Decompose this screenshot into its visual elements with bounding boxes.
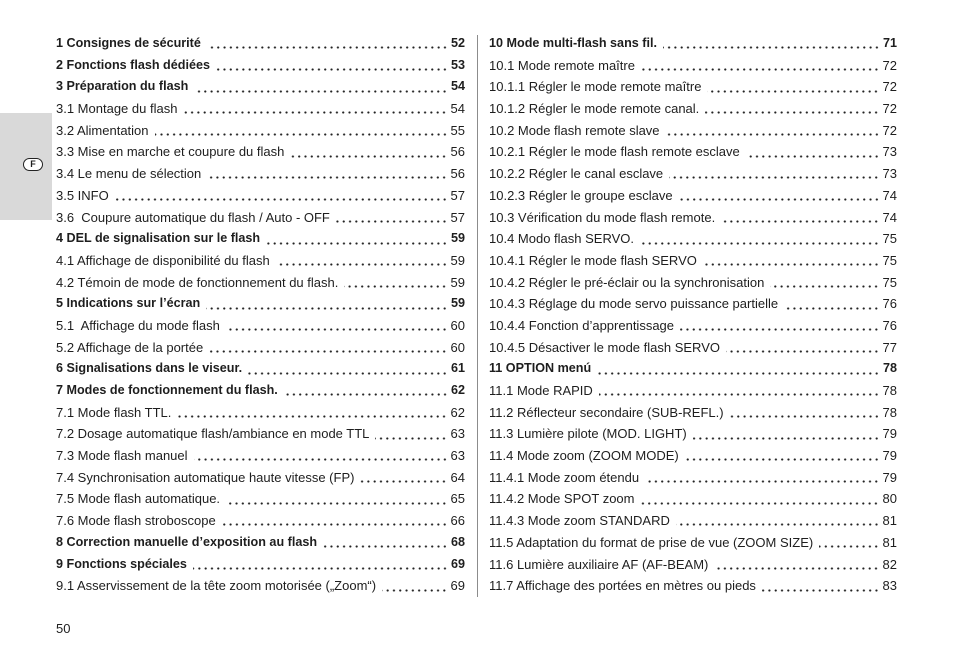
toc-entry-title: 11.4.1 Mode zoom étendu	[489, 469, 640, 485]
toc-section-entry	[56, 185, 465, 207]
toc-entry-page: 74	[882, 187, 897, 203]
toc-entry-title: 10.4.4 Fonction d’apprentissage	[489, 317, 675, 333]
toc-entry-title: 3.1 Montage du flash	[56, 101, 178, 117]
toc-entry-title: 3.4 Le menu de sélection	[56, 166, 202, 182]
toc-entry-title: 10.1.1 Régler le mode remote maître	[489, 79, 702, 95]
toc-entry-title: 11.1 Mode RAPID	[489, 383, 593, 398]
toc-entry-page: 76	[882, 317, 897, 333]
toc-section-entry	[489, 185, 897, 207]
toc-entry-title: 11.4 Mode zoom (ZOOM MODE)	[489, 448, 679, 464]
toc-entry-title: 11.6 Lumière auxiliaire AF (AF-BEAM)	[489, 556, 709, 572]
dot-leader	[266, 242, 448, 245]
language-badge: F	[23, 158, 43, 171]
toc-entry-title: 9 Fonctions spéciales	[56, 556, 187, 571]
toc-entry-title: 11.7 Affichage des portées en mètres ou pieds	[489, 578, 756, 594]
toc-chapter-entry	[56, 76, 465, 98]
dot-leader	[226, 328, 448, 331]
dot-leader	[194, 458, 448, 461]
dot-leader	[599, 393, 880, 396]
dot-leader	[375, 437, 447, 440]
toc-entry-page: 62	[450, 404, 465, 420]
toc-entry-title: 10.2.2 Régler le canal esclave	[489, 166, 664, 182]
toc-entry-title: 3.3 Mise en marche et coupure du flash	[56, 144, 285, 160]
toc-entry-title: 11.5 Adaptation du format de prise de vue (ZOOM SIZE)	[489, 534, 814, 550]
toc-entry-title: 7.3 Mode flash manuel	[56, 448, 188, 464]
toc-entry-title: 10.4.5 Désactiver le mode flash SERVO	[489, 339, 720, 355]
toc-entry-title: 2 Fonctions flash dédiées	[56, 57, 210, 72]
dot-leader	[183, 111, 447, 114]
dot-leader	[177, 415, 447, 418]
toc-chapter-entry	[56, 532, 465, 554]
toc-chapter-entry	[489, 33, 897, 55]
toc-entry-title: 10.4.2 Régler le pré-éclair ou la synchronisation	[489, 274, 765, 290]
dot-leader	[207, 176, 447, 179]
toc-section-entry	[56, 120, 465, 142]
toc-entry-page: 72	[882, 57, 897, 73]
toc-entry-page: 63	[450, 448, 465, 464]
page-number: 50	[56, 621, 71, 636]
toc-section-entry	[489, 163, 897, 185]
dot-leader	[597, 372, 880, 375]
toc-entry-title: 7.5 Mode flash automatique.	[56, 491, 221, 507]
toc-entry-page: 75	[882, 274, 897, 290]
dot-leader	[222, 523, 448, 526]
toc-entry-page: 56	[450, 144, 465, 160]
dot-leader	[284, 393, 448, 396]
toc-entry-title: 5 Indications sur l’écran	[56, 296, 201, 311]
dot-leader	[344, 285, 447, 288]
dot-leader	[194, 90, 448, 93]
toc-entry-page: 78	[882, 383, 897, 398]
toc-entry-title: 4.1 Affichage de disponibilité du flash	[56, 252, 270, 268]
toc-entry-page: 80	[882, 491, 897, 507]
toc-entry-page: 72	[882, 122, 897, 138]
toc-entry-page: 79	[882, 469, 897, 485]
toc-entry-page: 79	[882, 426, 897, 442]
toc-entry-page: 69	[450, 556, 465, 571]
toc-chapter-entry	[56, 554, 465, 576]
toc-chapter-entry	[56, 293, 465, 315]
toc-section-entry	[489, 445, 897, 467]
toc-entry-title: 11.3 Lumière pilote (MOD. LIGHT)	[489, 426, 687, 442]
dot-leader	[676, 523, 880, 526]
toc-entry-page: 63	[450, 426, 465, 442]
toc-section-entry	[56, 467, 465, 489]
dot-leader	[714, 567, 879, 570]
toc-entry-title: 10.2 Mode flash remote slave	[489, 122, 660, 138]
toc-section-entry	[56, 445, 465, 467]
toc-entry-page: 68	[450, 534, 465, 549]
dot-leader	[382, 589, 447, 592]
toc-entry-title: 4 DEL de signalisation sur le flash	[56, 231, 261, 246]
dot-leader	[679, 198, 880, 201]
toc-entry-page: 53	[450, 57, 465, 72]
toc-entry-title: 8 Correction manuelle d’exposition au flash	[56, 534, 318, 549]
dot-leader	[360, 480, 447, 483]
dot-leader	[707, 90, 879, 93]
toc-entry-title: 10.2.1 Régler le mode flash remote esclave	[489, 144, 740, 160]
dot-leader	[726, 350, 880, 353]
toc-entry-page: 60	[450, 317, 465, 333]
dot-leader	[669, 176, 879, 179]
toc-section-entry	[56, 207, 465, 229]
toc-entry-page: 64	[450, 469, 465, 485]
toc-section-entry	[489, 120, 897, 142]
toc-entry-page: 57	[450, 209, 465, 225]
toc-entry-page: 65	[450, 491, 465, 507]
dot-leader	[819, 545, 879, 548]
toc-entry-title: 3 Préparation du flash	[56, 79, 189, 94]
dot-leader	[762, 589, 880, 592]
toc-entry-title: 7.1 Mode flash TTL.	[56, 404, 172, 420]
dot-leader	[206, 307, 448, 310]
toc-entry-page: 83	[882, 578, 897, 594]
toc-entry-page: 74	[882, 209, 897, 225]
toc-entry-page: 56	[450, 166, 465, 182]
toc-entry-page: 52	[450, 36, 465, 50]
toc-entry-page: 73	[882, 166, 897, 182]
toc-entry-page: 78	[882, 361, 897, 376]
toc-entry-title: 6 Signalisations dans le viseur.	[56, 361, 243, 376]
dot-leader	[155, 133, 448, 136]
toc-entry-page: 69	[450, 578, 465, 594]
toc-section-entry	[56, 141, 465, 163]
toc-chapter-entry	[56, 33, 465, 55]
toc-section-entry	[56, 510, 465, 532]
toc-entry-page: 79	[882, 448, 897, 464]
toc-entry-page: 66	[450, 513, 465, 529]
dot-leader	[115, 198, 448, 201]
toc-entry-page: 57	[450, 187, 465, 203]
dot-leader	[641, 68, 880, 71]
toc-entry-page: 77	[882, 339, 897, 355]
toc-section-entry	[489, 207, 897, 229]
toc-chapter-entry	[56, 55, 465, 77]
dot-leader	[640, 502, 879, 505]
toc-entry-title: 11.2 Réflecteur secondaire (SUB-REFL.)	[489, 404, 724, 420]
toc-section-entry	[489, 488, 897, 510]
dot-leader	[323, 545, 448, 548]
toc-entry-title: 11 OPTION menú	[489, 361, 592, 376]
toc-entry-title: 7.2 Dosage automatique flash/ambiance en mode TTL	[56, 426, 370, 442]
toc-section-entry	[56, 402, 465, 424]
toc-section-entry	[56, 272, 465, 294]
toc-entry-title: 3.5 INFO	[56, 187, 109, 203]
language-tab	[0, 113, 52, 220]
dot-leader	[666, 133, 880, 136]
toc-section-entry	[489, 76, 897, 98]
toc-entry-title: 10 Mode multi-flash sans fil.	[489, 36, 657, 50]
toc-section-entry	[489, 293, 897, 315]
toc-section-entry	[489, 250, 897, 272]
toc-entry-title: 10.4.3 Réglage du mode servo puissance partielle	[489, 296, 779, 312]
dot-leader	[216, 68, 448, 71]
toc-section-entry	[489, 554, 897, 576]
dot-leader	[693, 437, 880, 440]
toc-entry-page: 71	[882, 36, 897, 50]
toc-entry-title: 10.4.1 Régler le mode flash SERVO	[489, 252, 697, 268]
toc-section-entry	[489, 141, 897, 163]
toc-entry-page: 82	[882, 556, 897, 572]
toc-section-entry	[489, 575, 897, 597]
toc-entry-page: 61	[450, 361, 465, 376]
dot-leader	[703, 263, 880, 266]
toc-entry-title: 10.1.2 Régler le mode remote canal.	[489, 101, 700, 117]
toc-entry-page: 75	[882, 252, 897, 268]
toc-entry-page: 78	[882, 404, 897, 420]
toc-entry-title: 11.4.3 Mode zoom STANDARD	[489, 513, 670, 529]
toc-section-entry	[489, 337, 897, 359]
toc-section-entry	[489, 272, 897, 294]
toc-section-entry	[56, 337, 465, 359]
dot-leader	[663, 46, 880, 49]
dot-leader	[193, 567, 448, 570]
toc-section-entry	[56, 250, 465, 272]
toc-section-entry	[489, 98, 897, 120]
dot-leader	[226, 502, 447, 505]
toc-entry-page: 60	[450, 339, 465, 355]
toc-chapter-entry	[56, 228, 465, 250]
toc-chapter-entry	[489, 358, 897, 380]
toc-section-entry	[489, 402, 897, 424]
toc-section-entry	[489, 55, 897, 77]
toc-section-entry	[56, 423, 465, 445]
toc-entry-page: 59	[450, 274, 465, 290]
dot-leader	[685, 458, 880, 461]
dot-leader	[209, 350, 447, 353]
toc-section-entry	[489, 315, 897, 337]
toc-entry-page: 59	[450, 296, 465, 311]
toc-entry-title: 3.6 Coupure automatique du flash / Auto - OFF	[56, 209, 330, 225]
toc-section-entry	[489, 532, 897, 554]
dot-leader	[336, 220, 448, 223]
dot-leader	[721, 220, 879, 223]
toc-section-entry	[489, 380, 897, 402]
toc-entry-page: 54	[450, 101, 465, 117]
toc-chapter-entry	[56, 380, 465, 402]
dot-leader	[770, 285, 879, 288]
toc-entry-page: 76	[882, 296, 897, 312]
toc-section-entry	[489, 228, 897, 250]
dot-leader	[645, 480, 879, 483]
toc-entry-page: 81	[882, 534, 897, 550]
toc-entry-page: 59	[450, 231, 465, 246]
toc-entry-title: 10.2.3 Régler le groupe esclave	[489, 187, 673, 203]
toc-section-entry	[489, 510, 897, 532]
toc-entry-page: 75	[882, 231, 897, 247]
toc-entry-page: 72	[882, 101, 897, 117]
dot-leader	[290, 155, 447, 158]
toc-entry-title: 10.3 Vérification du mode flash remote.	[489, 209, 716, 225]
toc-entry-title: 4.2 Témoin de mode de fonctionnement du flash.	[56, 274, 339, 290]
toc-entry-page: 62	[450, 383, 465, 397]
toc-entry-title: 9.1 Asservissement de la tête zoom motorisée („Zoom“)	[56, 578, 377, 594]
toc-section-entry	[56, 315, 465, 337]
toc-entry-page: 81	[882, 513, 897, 529]
dot-leader	[276, 263, 448, 266]
dot-leader	[705, 111, 879, 114]
column-divider	[477, 35, 478, 597]
dot-leader	[784, 307, 879, 310]
dot-leader	[680, 328, 880, 331]
dot-leader	[640, 242, 880, 245]
toc-section-entry	[489, 467, 897, 489]
toc-entry-page: 59	[450, 252, 465, 268]
toc-entry-title: 5.2 Affichage de la portée	[56, 339, 204, 355]
toc-entry-title: 10.1 Mode remote maître	[489, 57, 635, 73]
toc-section-entry	[489, 423, 897, 445]
toc-entry-title: 7.6 Mode flash stroboscope	[56, 513, 216, 529]
toc-entry-page: 73	[882, 144, 897, 160]
toc-entry-title: 10.4 Modo flash SERVO.	[489, 231, 635, 247]
toc-entry-title: 11.4.2 Mode SPOT zoom	[489, 491, 635, 507]
toc-entry-title: 5.1 Affichage du mode flash	[56, 317, 220, 333]
dot-leader	[730, 415, 880, 418]
toc-section-entry	[56, 98, 465, 120]
dot-leader	[746, 155, 880, 158]
toc-section-entry	[56, 488, 465, 510]
toc-chapter-entry	[56, 358, 465, 380]
dot-leader	[207, 46, 448, 49]
toc-left-column	[56, 33, 465, 597]
toc-entry-title: 7.4 Synchronisation automatique haute vitesse (FP)	[56, 469, 355, 485]
toc-section-entry	[56, 163, 465, 185]
toc-entry-page: 72	[882, 79, 897, 95]
toc-entry-title: 3.2 Alimentation	[56, 122, 149, 138]
toc-entry-title: 1 Consignes de sécurité	[56, 36, 201, 50]
toc-entry-title: 7 Modes de fonctionnement du flash.	[56, 383, 278, 397]
toc-entry-page: 55	[450, 122, 465, 138]
dot-leader	[248, 372, 448, 375]
toc-right-column	[489, 33, 897, 597]
toc-section-entry	[56, 575, 465, 597]
toc-entry-page: 54	[450, 79, 465, 94]
